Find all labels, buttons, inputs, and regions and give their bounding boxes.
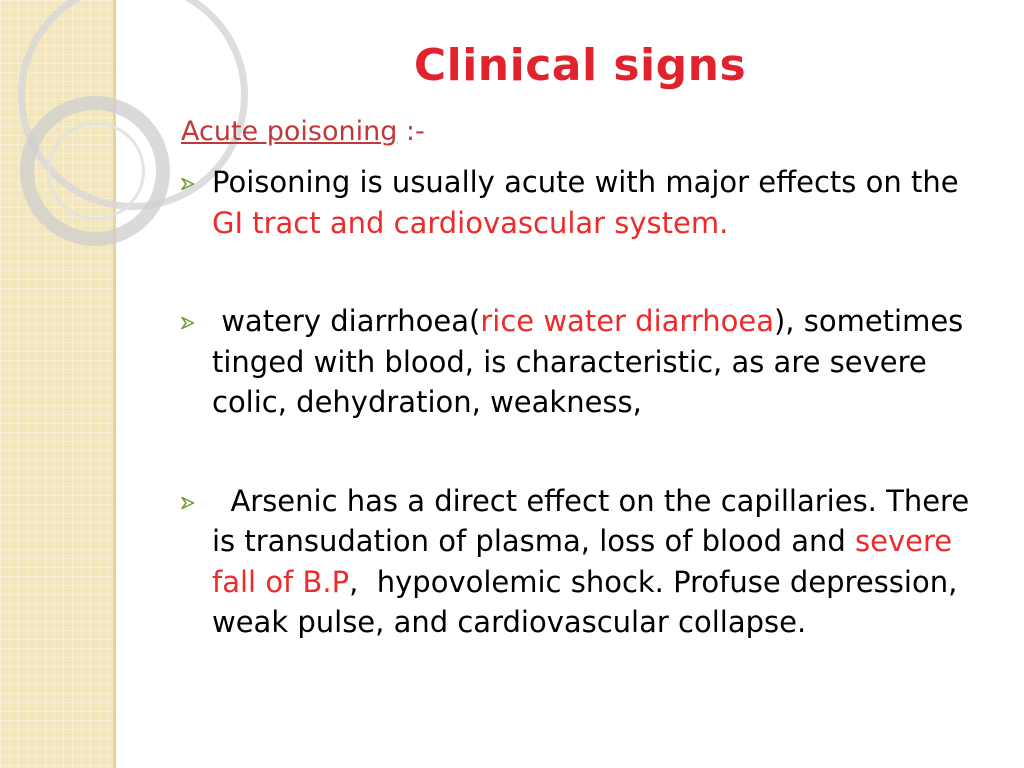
bullet-item: [181, 301, 981, 423]
highlight-text: severe fall of B.P: [212, 524, 953, 599]
bullet-text-cont: , hypovolemic shock. Profuse depression, weak pulse, and cardiovascular collapse.: [212, 564, 967, 639]
slide-title: Clinical signs: [413, 40, 747, 91]
bullet-text: Arsenic has a direct effect on the capillaries. There is transudation of plasma, loss of blood and: [212, 483, 979, 558]
bullet-list: [181, 162, 981, 643]
highlight-text: GI tract and cardiovascular system.: [212, 205, 729, 240]
highlight-text: rice water diarrhoea: [480, 304, 774, 338]
decorative-ring-small: [47, 122, 145, 220]
arrowhead-bullet-icon: [181, 177, 195, 191]
bullet-text-cont: ), sometimes tinged with blood, is characteristic, as are severe colic, dehydration, weakness,: [212, 304, 964, 419]
bullet-item: [181, 481, 981, 643]
subheading-text: Acute poisoning: [181, 116, 398, 147]
subheading: [181, 114, 425, 150]
subheading-suffix: :-: [397, 116, 425, 147]
arrowhead-bullet-icon: [181, 496, 195, 510]
bullet-item: [181, 162, 981, 243]
bullet-text: Poisoning is usually acute with major effects on the: [212, 165, 959, 199]
bullet-text: watery diarrhoea(: [212, 304, 481, 338]
arrowhead-bullet-icon: [181, 316, 195, 330]
